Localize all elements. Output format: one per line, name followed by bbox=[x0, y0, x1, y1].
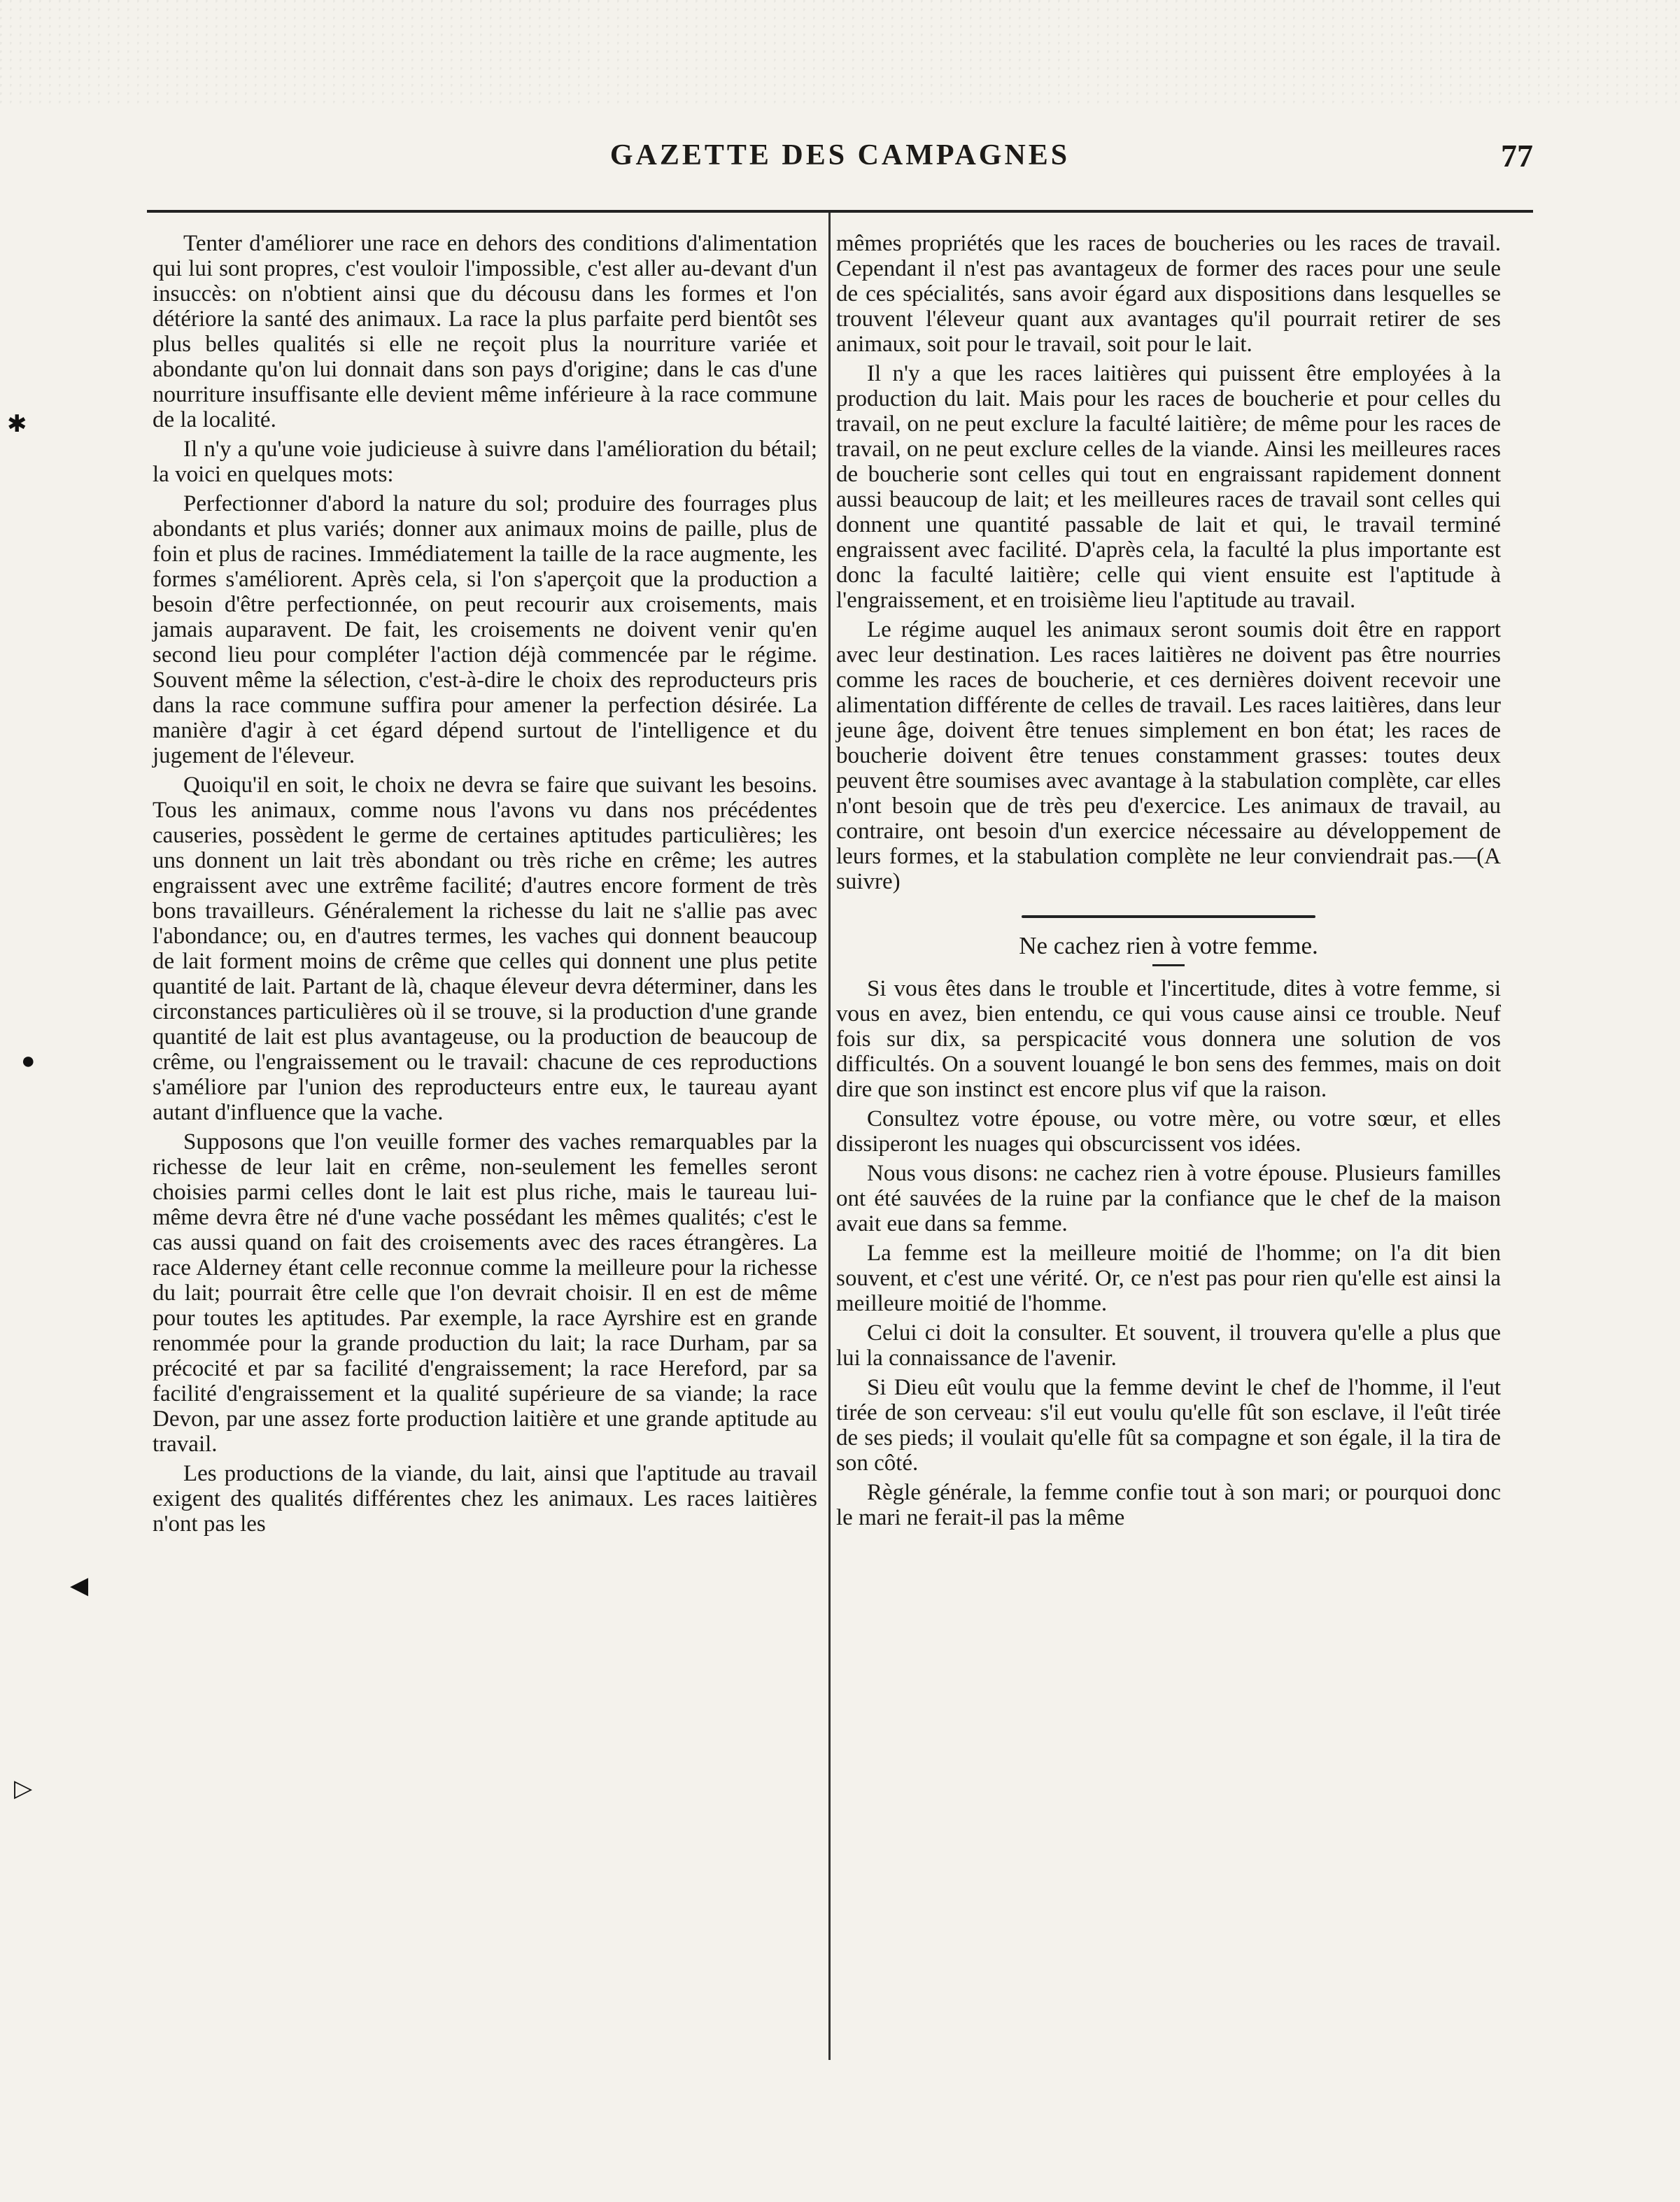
scan-speckle bbox=[0, 0, 1680, 105]
paragraph: Si vous êtes dans le trouble et l'incertitude, dites à votre femme, si vous en avez, bien entendu, ce qui vous cause ainsi ce trouble. Neuf fois sur dix, sa perspicacité vous donnera une solution de vos difficultés. On a souvent louangé le bon sens des femmes, mais on doit dire que son instinct est encore plus vif que la raison. bbox=[836, 976, 1501, 1102]
paragraph: Les productions de la viande, du lait, ainsi que l'aptitude au travail exigent des qualités différentes chez les animaux. Les races laitières n'ont pas les bbox=[153, 1461, 817, 1537]
paragraph: Nous vous disons: ne cachez rien à votre épouse. Plusieurs familles ont été sauvées de la ruine par la confiance que le chef de la maison avait eue dans sa femme. bbox=[836, 1161, 1501, 1236]
page-header bbox=[147, 133, 1533, 182]
title-underline bbox=[1152, 964, 1185, 966]
paragraph: Règle générale, la femme confie tout à son mari; or pourquoi donc le mari ne ferait-il pas la même bbox=[836, 1480, 1501, 1530]
left-column bbox=[153, 231, 817, 1541]
page-number: 77 bbox=[1501, 138, 1533, 174]
paragraph: Si Dieu eût voulu que la femme devint le chef de l'homme, il l'eut tirée de son cerveau: s'il eut voulu qu'elle fût son esclave, il l'eût tirée de ses pieds; il voulait qu'elle fût sa compagne et son égale, il la tira de son côté. bbox=[836, 1375, 1501, 1476]
paragraph: Perfectionner d'abord la nature du sol; produire des fourrages plus abondants et plus variés; donner aux animaux moins de paille, plus de foin et plus de racines. Immédiatement la taille de la race augmente, les formes s'améliorent. Après cela, si l'on s'aperçoit que la production a besoin d'être perfectionnée, on peut recourir aux croisements, mais jamais auparavent. De fait, les croisements ne doivent venir qu'en second lieu pour compléter l'action déjà commencée par le régime. Souvent même la sélection, c'est-à-dire le choix des reproducteurs pris dans la race commune suffira pour amener la perfection désirée. La manière d'agir à cet égard dépend surtout de l'intelligence et du jugement de l'éleveur. bbox=[153, 491, 817, 768]
running-title: GAZETTE DES CAMPAGNES bbox=[609, 139, 1071, 171]
bracket-mark-icon: ▷ bbox=[14, 1776, 33, 1802]
ink-blot-icon: ◀ bbox=[70, 1573, 89, 1599]
ink-blot-icon: ● bbox=[21, 1048, 36, 1074]
paragraph: La femme est la meilleure moitié de l'homme; on l'a dit bien souvent, et c'est une vérité. Or, ce n'est pas pour rien qu'elle est ainsi la meilleure moitié de l'homme. bbox=[836, 1241, 1501, 1316]
paragraph: Le régime auquel les animaux seront soumis doit être en rapport avec leur destination. Les races laitières ne doivent pas être nourries comme les races de boucherie, et ces dernières doivent recevoir une alimentation différente de celles de travail. Les races laitières, dans leur jeune âge, doivent être tenues simplement en bon état; les races de boucherie doivent être tenues constamment grasses: toutes deux peuvent être soumises avec avantage à la stabulation complète, car elles n'ont besoin que de très peu d'exercice. Les animaux de travail, au contraire, ont besoin d'un exercice nécessaire au développement de leurs formes, et la stabulation complète ne leur conviendrait pas.—(A suivre) bbox=[836, 617, 1501, 894]
paragraph: Consultez votre épouse, ou votre mère, ou votre sœur, et elles dissiperont les nuages qui obscurcissent vos idées. bbox=[836, 1106, 1501, 1157]
right-column bbox=[836, 231, 1501, 1534]
article-title: Ne cachez rien à votre femme. bbox=[1019, 932, 1318, 959]
continued-paragraph: mêmes propriétés que les races de boucheries ou les races de travail. Cependant il n'est pas avantageux de former des races pour une seule de ces spécialités, sans avoir égard aux dispositions dans lesquelles se trouvent l'éleveur quant aux avantages qu'il pourrait retirer de ses animaux, soit pour le travail, soit pour le lait. bbox=[836, 231, 1501, 357]
paragraph: Tenter d'améliorer une race en dehors des conditions d'alimentation qui lui sont propres, c'est vouloir l'impossible, c'est aller au-devant d'un insuccès: on n'obtient ainsi que du décousu dans les formes et l'on détériore la santé des animaux. La race la plus parfaite perd bientôt ses plus belles qualités si elle ne reçoit plus la nourriture variée et abondante qu'on lui donnait dans son pays d'origine; dans le cas d'une nourriture insuffisante elle devient même inférieure à la race commune de la localité. bbox=[153, 231, 817, 432]
paragraph: Celui ci doit la consulter. Et souvent, il trouvera qu'elle a plus que lui la connaissance de l'avenir. bbox=[836, 1320, 1501, 1371]
header-rule bbox=[147, 210, 1533, 213]
paragraph: Il n'y a que les races laitières qui puissent être employées à la production du lait. Mais pour les races de boucherie et pour celles du travail, on ne peut exclure la faculté laitière; de même pour les races de travail, on ne peut exclure celles de la viande. Ainsi les meilleures races de boucherie sont celles qui tout en engraissant rapidement donnent aussi beaucoup de lait; et les meilleures races de travail sont celles qui donnent une quantité passable de lait et qui, le travail terminé engraissent avec facilité. D'après cela, la faculté la plus importante est donc la faculté laitière; celle qui vient ensuite est l'aptitude à l'engraissement, et en troisième lieu l'aptitude au travail. bbox=[836, 361, 1501, 613]
column-divider bbox=[828, 213, 831, 2060]
paragraph: Il n'y a qu'une voie judicieuse à suivre dans l'amélioration du bétail; la voici en quelques mots: bbox=[153, 437, 817, 487]
article-separator bbox=[1022, 915, 1315, 918]
paragraph: Supposons que l'on veuille former des vaches remarquables par la richesse de leur lait en crême, non-seulement les femelles seront choisies parmi celles dont le lait est plus riche, mais le taureau lui-même devra être né d'une vache possédant les mêmes qualités; c'est le cas aussi quand on fait des croisements avec des races étrangères. La race Alderney étant celle reconnue comme la meilleure pour la richesse du lait; pourrait être celle que l'on devrait choisir. Il en est de même pour toutes les aptitudes. Par exemple, la race Ayrshire est en grande renommée pour la grande production du lait; la race Durham, par sa précocité et par sa facilité d'engraissement; la race Hereford, par sa facilité d'engraissement et la qualité supérieure de sa viande; la race Devon, par une assez forte production laitière et une grande aptitude au travail. bbox=[153, 1129, 817, 1457]
ink-blot-icon: ✱ bbox=[7, 411, 27, 437]
paragraph: Quoiqu'il en soit, le choix ne devra se faire que suivant les besoins. Tous les animaux, comme nous l'avons vu dans nos précédentes causeries, possèdent le germe de certaines aptitudes particulières; les uns donnent un lait très abondant ou très riche en crême; les autres engraissent avec une extrême facilité; d'autres encore forment de très bons travailleurs. Généralement la richesse du lait ne s'allie pas avec l'abondance; ou, en d'autres termes, les vaches qui donnent beaucoup de lait forment moins de crême que celles qui donnent une plus petite quantité de lait. Partant de là, chaque éleveur devra déterminer, dans les circonstances particulières où il se trouve, si la production d'une grande quantité de lait est plus avantageuse, ou la production de beaucoup de crême, ou l'engraissement ou le travail: chacune de ces reproductions s'améliore par l'union des reproducteurs entre eux, le taureau ayant autant d'influence que la vache. bbox=[153, 772, 817, 1125]
